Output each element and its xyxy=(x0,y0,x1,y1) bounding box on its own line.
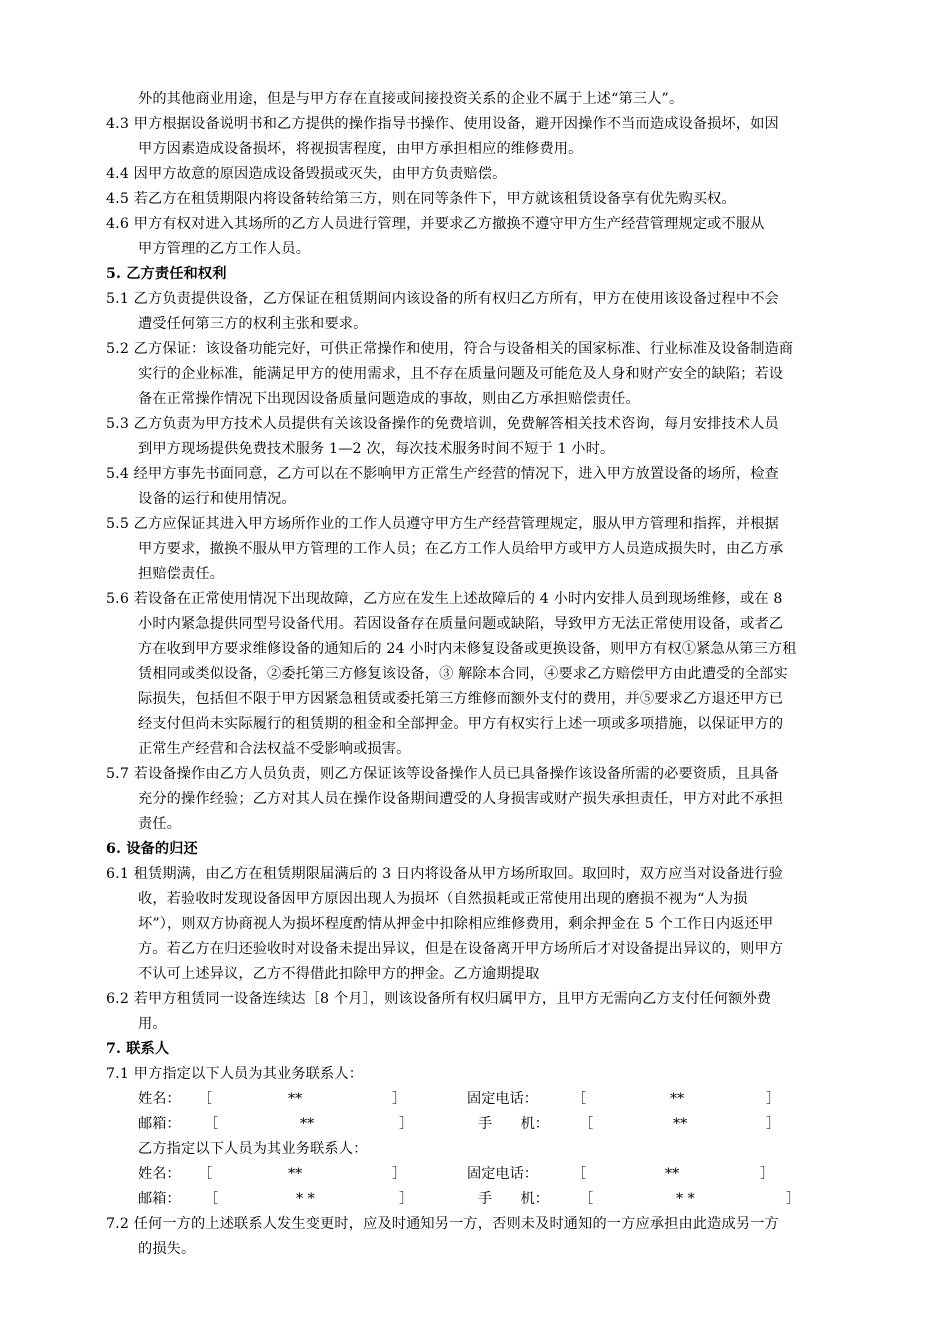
bracket-open: ［ xyxy=(572,1166,587,1182)
bracket-close: ］ xyxy=(399,1191,414,1207)
phone-label: 固定电话： xyxy=(467,1091,538,1107)
clause-6-2: 6.2 若甲方租赁同一设备连续达［8 个月］，则该设备所有权归属甲方，且甲方无需向乙方支付任何额外费 xyxy=(106,991,772,1007)
name-label: 姓名： xyxy=(138,1091,181,1107)
clause-line: 的损失。 xyxy=(138,1241,196,1257)
clause-line: 甲方要求，撤换不服从甲方管理的工作人员；在乙方工作人员给甲方或甲方人员造成损失时，由乙方承 xyxy=(138,541,784,557)
clause-line: 担赔偿责任。 xyxy=(138,566,225,582)
clause-line: 甲方管理的乙方工作人员。 xyxy=(138,241,311,257)
bracket-close: ］ xyxy=(786,1191,801,1207)
clause-line: 方。若乙方在归还验收时对设备未提出异议，但是在设备离开甲方场所后才对设备提出异议的，则甲方 xyxy=(138,941,784,957)
email-label: 邮箱： xyxy=(138,1116,181,1132)
bracket-open: ［ xyxy=(198,1091,213,1107)
clause-7-2: 7.2 任何一方的上述联系人发生变更时，应及时通知另一方，否则未及时通知的一方应承担由此造成另一方 xyxy=(106,1216,779,1232)
name-value: ** xyxy=(288,1091,303,1107)
clause-line: 外的其他商业用途，但是与甲方存在直接或间接投资关系的企业不属于上述“第三人”。 xyxy=(138,91,684,107)
clause-6-1: 6.1 租赁期满，由乙方在租赁期限届满后的 3 日内将设备从甲方场所取回。取回时，双方应当对设备进行验 xyxy=(106,866,784,882)
bracket-open: ［ xyxy=(572,1091,587,1107)
bracket-open: ［ xyxy=(579,1191,594,1207)
clause-line: 际损失，包括但不限于甲方因紧急租赁或委托第三方维修而额外支付的费用，并⑤要求乙方退还甲方已 xyxy=(138,691,784,707)
email-label: 邮箱： xyxy=(138,1191,181,1207)
bracket-open: ［ xyxy=(204,1191,219,1207)
mobile-value: ** xyxy=(673,1116,688,1132)
clause-5-4: 5.4 经甲方事先书面同意，乙方可以在不影响甲方正常生产经营的情况下，进入甲方放置设备的场所，检查 xyxy=(106,466,779,482)
bracket-close: ］ xyxy=(392,1166,407,1182)
bracket-close: ］ xyxy=(392,1091,407,1107)
clause-line: 经支付但尚未实际履行的租赁期的租金和全部押金。甲方有权实行上述一项或多项措施，以保证甲方的 xyxy=(138,716,784,732)
clause-line: 到甲方现场提供免费技术服务 1—2 次，每次技术服务时间不短于 1 小时。 xyxy=(138,441,615,457)
clause-line: 备在正常操作情况下出现因设备质量问题造成的事故，则由乙方承担赔偿责任。 xyxy=(138,391,640,407)
section-5-heading: 5. 乙方责任和权利 xyxy=(106,266,227,282)
bracket-close: ］ xyxy=(399,1116,414,1132)
phone-label: 固定电话： xyxy=(467,1166,538,1182)
email-value: ** xyxy=(300,1116,315,1132)
bracket-open: ［ xyxy=(204,1116,219,1132)
clause-line: 用。 xyxy=(138,1016,167,1032)
clause-4-4: 4.4 因甲方故意的原因造成设备毁损或灭失，由甲方负责赔偿。 xyxy=(106,166,507,182)
clause-5-2: 5.2 乙方保证：该设备功能完好，可供正常操作和使用，符合与设备相关的国家标准、行业标准及设备制造商 xyxy=(106,341,794,357)
clause-line: 实行的企业标准，能满足甲方的使用需求，且不存在质量问题及可能危及人身和财产安全的缺陷；若设 xyxy=(138,366,784,382)
clause-line: 责任。 xyxy=(138,816,182,832)
mobile-label: 手 机： xyxy=(478,1191,549,1207)
clause-4-6: 4.6 甲方有权对进入其场所的乙方人员进行管理，并要求乙方撤换不遵守甲方生产经营管理规定或不服从 xyxy=(106,216,765,232)
clause-line: 赁相同或类似设备，②委托第三方修复该设备，③ 解除本合同，④要求乙方赔偿甲方由此遭受的全部实 xyxy=(138,666,788,682)
name-value: ** xyxy=(288,1166,303,1182)
clause-5-1: 5.1 乙方负责提供设备，乙方保证在租赁期间内该设备的所有权归乙方所有，甲方在使用该设备过程中不会 xyxy=(106,291,779,307)
clause-line: 设备的运行和使用情况。 xyxy=(138,491,296,507)
phone-value: ** xyxy=(670,1091,685,1107)
clause-5-5: 5.5 乙方应保证其进入甲方场所作业的工作人员遵守甲方生产经营管理规定，服从甲方管理和指挥，并根据 xyxy=(106,516,779,532)
bracket-close: ］ xyxy=(766,1091,781,1107)
clause-line: 坏”），则双方协商视人为损坏程度酌情从押金中扣除相应维修费用，剩余押金在 5 个工作日内返还甲 xyxy=(138,916,774,932)
clause-line: 正常生产经营和合法权益不受影响或损害。 xyxy=(138,741,411,757)
clause-line: 收，若验收时发现设备因甲方原因出现人为损坏（自然损耗或正常使用出现的磨损不视为“人为损 xyxy=(138,891,748,907)
name-label: 姓名： xyxy=(138,1166,181,1182)
clause-4-5: 4.5 若乙方在租赁期限内将设备转给第三方，则在同等条件下，甲方就该租赁设备享有优先购买权。 xyxy=(106,191,736,207)
phone-value: ** xyxy=(665,1166,680,1182)
clause-5-6: 5.6 若设备在正常使用情况下出现故障，乙方应在发生上述故障后的 4 小时内安排人员到现场维修，或在 8 xyxy=(106,591,783,607)
clause-4-3: 4.3 甲方根据设备说明书和乙方提供的操作指导书操作、使用设备，避开因操作不当而造成设备损坏，如因 xyxy=(106,116,779,132)
section-7-heading: 7. 联系人 xyxy=(106,1041,170,1057)
email-value: * * xyxy=(296,1191,315,1207)
clause-line: 遭受任何第三方的权利主张和要求。 xyxy=(138,316,368,332)
clause-line: 充分的操作经验；乙方对其人员在操作设备期间遭受的人身损害或财产损失承担责任，甲方对此不承担 xyxy=(138,791,784,807)
clause-line: 小时内紧急提供同型号设备代用。若因设备存在质量问题或缺陷，导致甲方无法正常使用设备，或者乙 xyxy=(138,616,784,632)
bracket-open: ［ xyxy=(198,1166,213,1182)
bracket-close: ］ xyxy=(766,1116,781,1132)
section-6-heading: 6. 设备的归还 xyxy=(106,841,198,857)
clause-line: 甲方因素造成设备损坏，将视损害程度，由甲方承担相应的维修费用。 xyxy=(138,141,583,157)
mobile-label: 手 机： xyxy=(478,1116,549,1132)
clause-line: 不认可上述异议，乙方不得借此扣除甲方的押金。乙方逾期提取 xyxy=(138,966,540,982)
bracket-open: ［ xyxy=(579,1116,594,1132)
clause-5-7: 5.7 若设备操作由乙方人员负责，则乙方保证该等设备操作人员已具备操作该设备所需的必要资质，且具备 xyxy=(106,766,779,782)
party-b-intro: 乙方指定以下人员为其业务联系人： xyxy=(138,1141,368,1157)
clause-7-1: 7.1 甲方指定以下人员为其业务联系人： xyxy=(106,1066,364,1082)
mobile-value: * * xyxy=(676,1191,695,1207)
bracket-close: ］ xyxy=(760,1166,775,1182)
clause-line: 方在收到甲方要求维修设备的通知后的 24 小时内未修复设备或更换设备，则甲方有权①紧急从第三方租 xyxy=(138,641,797,657)
clause-5-3: 5.3 乙方负责为甲方技术人员提供有关该设备操作的免费培训，免费解答相关技术咨询，每月安排技术人员 xyxy=(106,416,779,432)
